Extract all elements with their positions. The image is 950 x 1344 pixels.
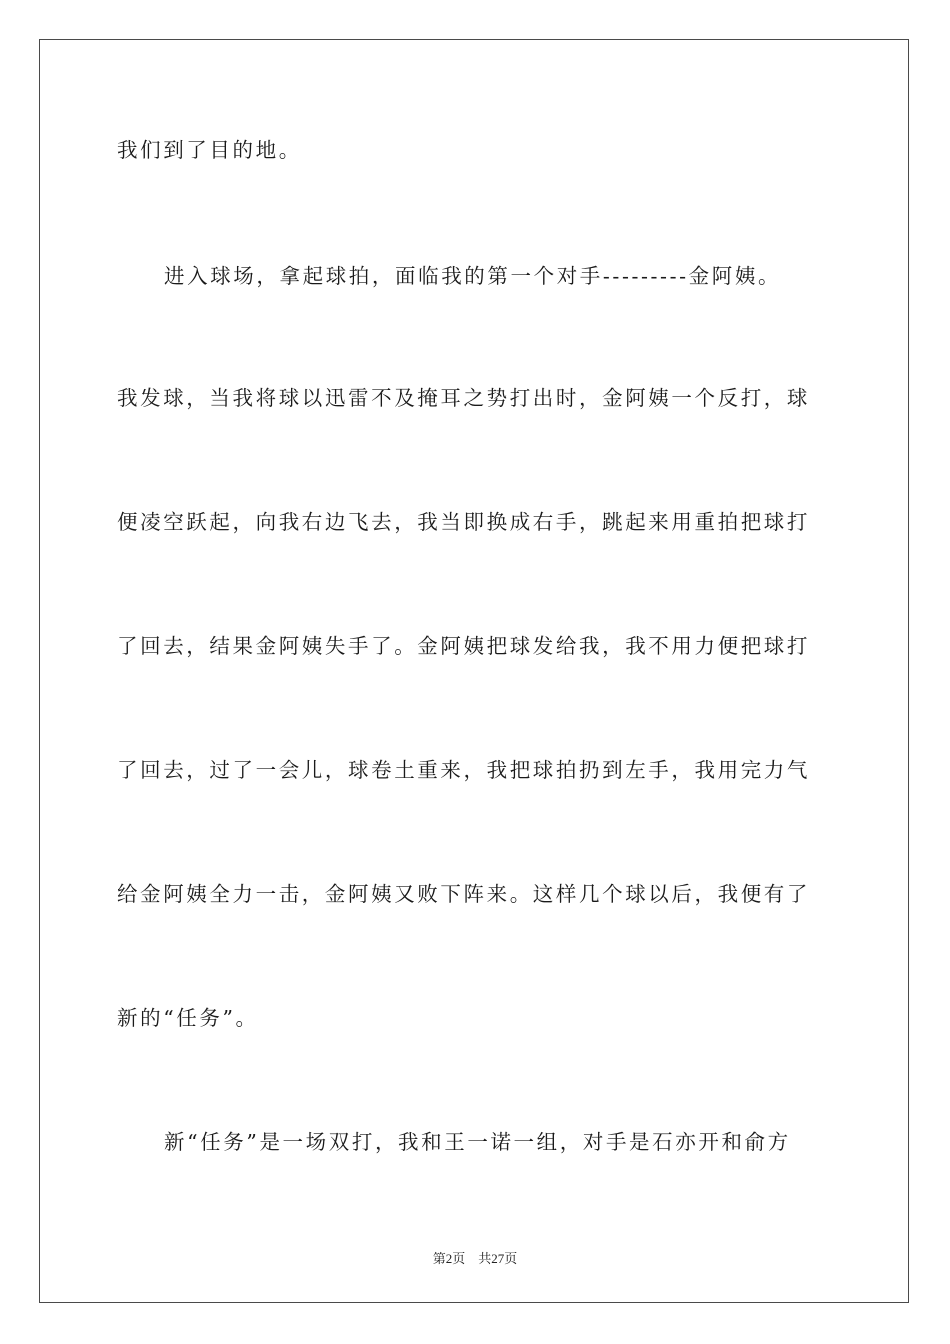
total-pages: 共27页: [478, 1251, 518, 1266]
page-footer: [0, 1248, 950, 1267]
paragraph-start-line-9: 新“任务”是一场双打，我和王一诺一组，对手是石亦开和俞方: [164, 1130, 791, 1154]
text-line-8: 新的“任务”。: [117, 1006, 259, 1030]
paragraph-start-line-2: 进入球场，拿起球拍，面临我的第一个对手---------金阿姨。: [164, 264, 782, 288]
text-line-6: 了回去，过了一会儿，球卷土重来，我把球拍扔到左手，我用完力气: [117, 758, 810, 782]
page-number: 第2页: [432, 1251, 466, 1266]
text-line-7: 给金阿姨全力一击，金阿姨又败下阵来。这样几个球以后，我便有了: [117, 882, 810, 906]
page-border: [39, 39, 909, 1303]
text-line-3: 我发球，当我将球以迅雷不及掩耳之势打出时，金阿姨一个反打，球: [117, 386, 810, 410]
text-line-5: 了回去，结果金阿姨失手了。金阿姨把球发给我，我不用力便把球打: [117, 634, 810, 658]
text-line-1: 我们到了目的地。: [117, 138, 302, 162]
text-line-4: 便凌空跃起，向我右边飞去，我当即换成右手，跳起来用重拍把球打: [117, 510, 810, 534]
